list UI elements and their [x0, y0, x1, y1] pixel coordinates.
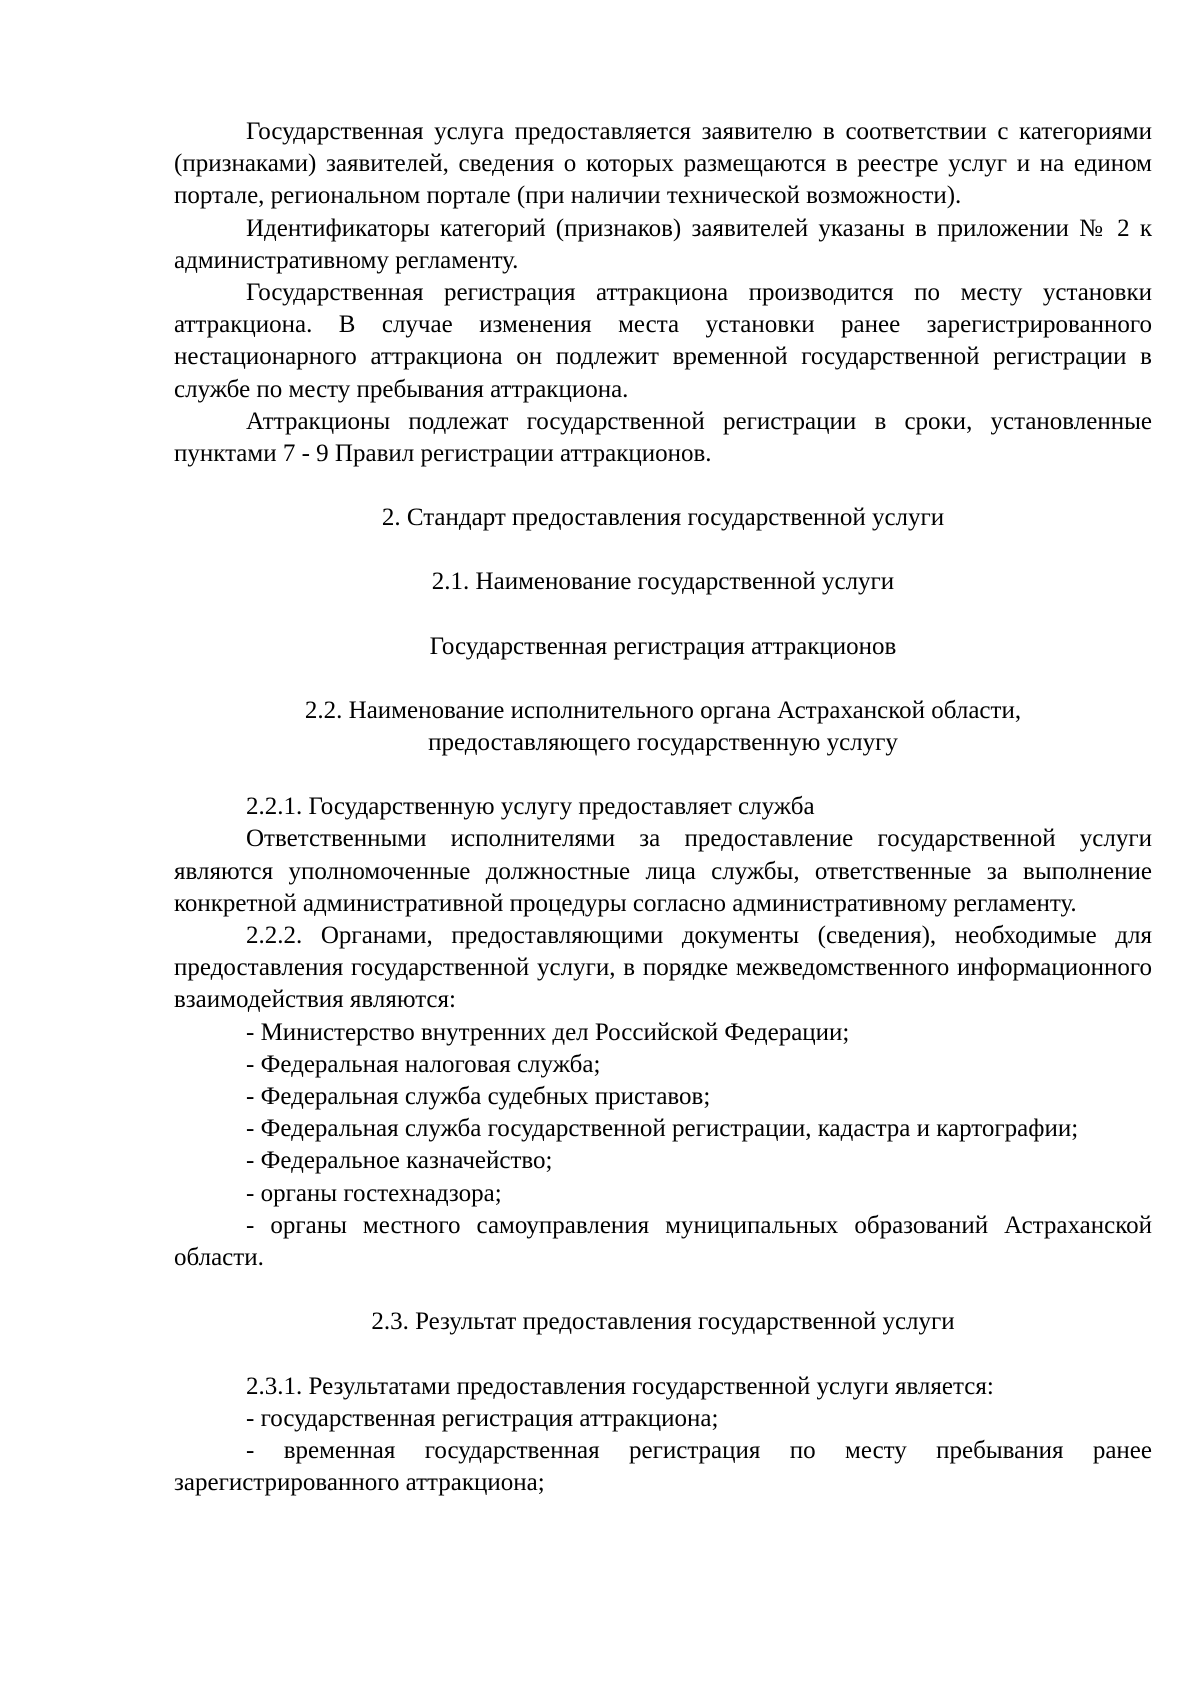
list-item-organ: - Федеральная налоговая служба;: [246, 1050, 601, 1078]
service-name: Государственная регистрация аттракционов: [429, 632, 897, 660]
spacer: [174, 1339, 1152, 1371]
list-item-result: - государственная регистрация аттракциона;: [246, 1404, 719, 1432]
spacer: [174, 470, 1152, 502]
paragraph-responsible-executors: Ответственными исполнителями за предоставление государственной услуги являются уполномоченные должностные лица службы, ответственные за выполнение конкретной административной процедуры согласно административному регламенту.: [174, 825, 1152, 917]
list-item-organ: - органы гостехнадзора;: [246, 1179, 502, 1207]
spacer: [174, 599, 1152, 631]
section-2-3-heading: 2.3. Результат предоставления государственной услуги: [371, 1308, 955, 1336]
paragraph-2-2-2: 2.2.2. Органами, предоставляющими документы (сведения), необходимые для предоставления государственной услуги, в порядке межведомственного информационного взаимодействия являются:: [174, 922, 1152, 1014]
list-item-organ: - органы местного самоуправления муниципальных образований Астраханской области.: [174, 1211, 1152, 1272]
paragraph-2-2-1: 2.2.1. Государственную услугу предоставляет служба: [246, 793, 815, 821]
list-item-organ: - Федеральное казначейство;: [246, 1147, 553, 1175]
document-body: [174, 116, 1152, 1499]
section-2-2-heading-line-1: 2.2. Наименование исполнительного органа Астраханской области,: [304, 696, 1022, 724]
paragraph-registration-terms: Аттракционы подлежат государственной регистрации в сроки, установленные пунктами 7 - 9 Правил регистрации аттракционов.: [174, 407, 1152, 468]
paragraph-applicant-categories: Государственная услуга предоставляется заявителю в соответствии с категориями (признаками) заявителей, сведения о которых размещаются в реестре услуг и на едином портале, региональном портале (при наличии технической возможности).: [174, 118, 1152, 210]
spacer: [174, 759, 1152, 791]
paragraph-registration-place: Государственная регистрация аттракциона производится по месту установки аттракциона. В случае изменения места установки ранее зарегистрированного нестационарного аттракциона он подлежит временной государственной регистрации в службе по месту пребывания аттракциона.: [174, 279, 1152, 403]
spacer: [174, 1274, 1152, 1306]
list-item-organ: - Федеральная служба государственной регистрации, кадастра и картографии;: [246, 1115, 1079, 1143]
spacer: [174, 534, 1152, 566]
section-2-2-heading-line-2: предоставляющего государственную услугу: [428, 729, 898, 757]
section-2-1-heading: 2.1. Наименование государственной услуги: [431, 568, 895, 596]
paragraph-category-identifiers: Идентификаторы категорий (признаков) заявителей указаны в приложении № 2 к административному регламенту.: [174, 214, 1152, 274]
list-item-organ: - Федеральная служба судебных приставов;: [246, 1083, 711, 1111]
section-2-heading: 2. Стандарт предоставления государственной услуги: [381, 504, 945, 532]
spacer: [174, 663, 1152, 695]
paragraph-2-3-1: 2.3.1. Результатами предоставления государственной услуги является:: [246, 1372, 994, 1400]
list-item-result: - временная государственная регистрация по месту пребывания ранее зарегистрированного аттракциона;: [174, 1436, 1152, 1497]
list-item-organ: - Министерство внутренних дел Российской Федерации;: [246, 1018, 850, 1046]
